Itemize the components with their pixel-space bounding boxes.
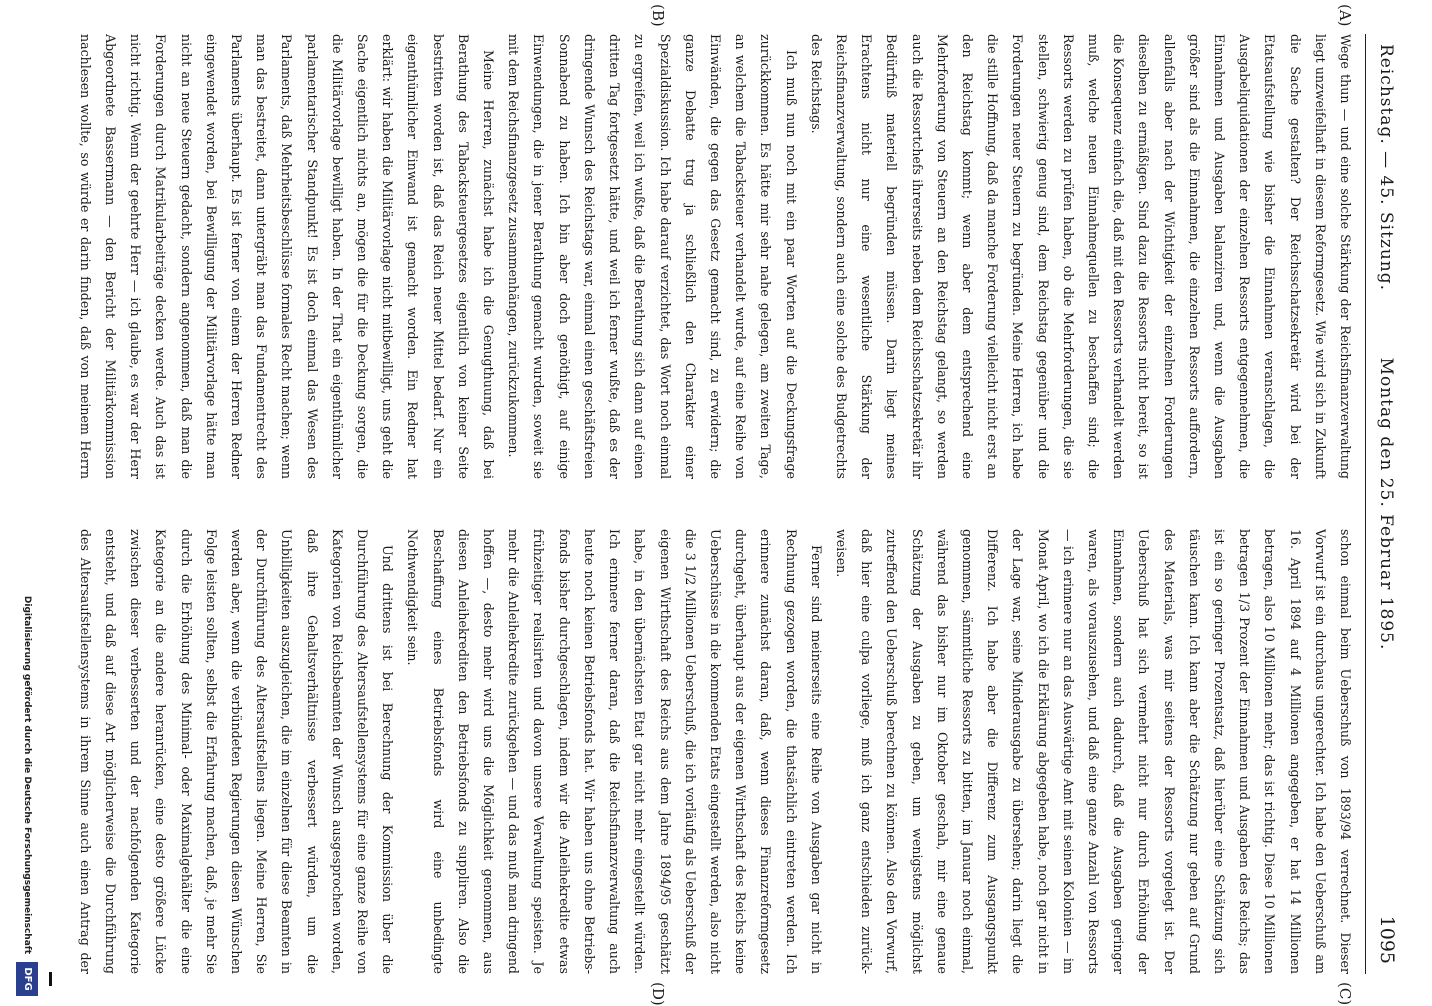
margin-marker-c: (C) — [1336, 982, 1354, 1006]
paragraph: Ferner sind meinerseits eine Reihe von Ausgaben gar nicht in Rechnung gezogen worden, die thatsächlich eintreten werden. Ich erinnere zunächst daran, daß, wenn dieses Finanzreformgesetz durchgeht, überhaupt aus der eigenen Wirthschaft des Reichs keine Ueberschüsse in die kommenden Etats eingestellt werden, also nicht die 3 1/2 Millionen Ueberschuß, die ich vorläufig als Ueberschuß der eigenen Wirthschaft des Reichs aus dem Jahre 1894/95 geschätzt habe, in den übernächsten Etat gar nicht mehr eingestellt würden. Ich erinnere ferner daran, daß die Reichsfinanzverwaltung auch heute noch keinen Betriebsfonds hat. Wir haben uns ohne Betriebsfonds bisher durchgeschlagen, indem wir die Anleihekredite etwas frühzeitiger realisirten und davon unsere Verwaltung speisten. Je mehr die Anleihekredite zurückgehen — und das muß man dringend hoffen —, desto mehr wird uns die Möglichkeit genommen, aus diesen Anleihekrediten den Betriebsfonds zu suppliren. Also die Beschaffung eines Betriebsfonds wird eine unbedingte Nothwendigkeit sein. — [405, 529, 824, 974]
scan-mark — [49, 972, 52, 986]
paragraph: Und drittens ist bei Berechnung der Kommission über die Durchführung des Altersaufstellensystems für eine ganze Reihe von Kategorien von Reichsbeamten der Wunsch ausgesprochen worden, daß ihre Gehaltsverhältnisse verbessert würden, um die Unbilligkeiten auszugleichen, die im einzelnen für diese Beamten in der Durchführung des Altersaufstellens liegen. Meine Herren, Sie werden aber, wenn die verbündeten Regierungen diesen Wünschen Folge leisten sollten, selbst die Erfahrung machen, daß, je mehr Sie durch die Erhöhung des Minimal- oder Maximalgehälter die eine Kategorie an die andere heranrücken, eine desto größere Lücke zwischen dieser verbesserten und der nachfolgenden Kategorie entsteht, und daß auf diese Art möglicherweise die Durchführung des Altersaufstellensystems in ihrem Sinne auch einen Antrag der — [78, 529, 396, 974]
text-column-left — [78, 34, 1358, 479]
paragraph: Wege thun — und eine solche Stärkung der Reichsfinanzverwaltung liegt unzweifelhaft in diesem Reformgesetz. Wie wird sich in Zukunft die Sache gestalten? Der Reichsschatzsekretär wird bei der Etatsaufstellung wie bisher die Einnahmen veranschlagen, die Ausgabeliquidationen der einzelnen Ressorts entgegennehmen, die Einnahmen und Ausgaben balanziren und, wenn die Ausgaben größer sind als die Einnahmen, die einzelnen Ressorts auffordern, allenfalls aber nach der Wichtigkeit der einzelnen Forderungen dieselben zu ermäßigen. Sind dazu die Ressorts nicht bereit, so ist die Konsequenz einfach die, daß mit den Ressorts verhandelt werden muß, welche neuen Einnahmequellen zu beschaffen sind; die Ressorts werden zu prüfen haben, ob die Mehrforderungen, die sie stellen, schwierig genug sind, dem Reichstag gegenüber und die Forderungen neuer Steuern zu begründen. Meine Herren, ich habe die stille Hoffnung, daß da manche Forderung vielleicht nicht erst an den Reichstag kommt; wenn aber dem entsprechend eine Mehrforderung von Steuern an den Reichstag gelangt, so werden auch die Ressortchefs ihrerseits neben dem Reichsschatzsekretär ihr Bedürfniß materiell begründen müssen. Darin liegt meines Erachtens nicht nur eine wesentliche Stärkung der Reichsfinanzverwaltung, sondern auch eine solche des Budgetrechts des Reichstags. — [808, 34, 1353, 479]
running-header — [1365, 34, 1402, 974]
dfg-logo: DFG — [16, 962, 38, 996]
margin-marker-a: (A) — [1336, 4, 1354, 27]
header-session: Reichstag. — 45. Sitzung. — [1376, 44, 1396, 292]
digitization-credit — [0, 0, 54, 1000]
margin-marker-d: (D) — [649, 982, 667, 1006]
credit-text: Digitalisierung gefördert durch die Deutsche Forschungsgemeinschaft — [22, 595, 32, 954]
paragraph: schon einmal beim Ueberschuß von 1893/94 verrechnet. Dieser Vorwurf ist ein durchaus ungerechter. Ich habe den Ueberschuß am 16. April 1894 auf 4 Millionen angegeben, er hat 14 Millionen betragen, also 10 Millionen mehr; das ist richtig. Diese 10 Millionen betragen 1/3 Prozent der Einnahmen und Ausgaben des Reichs; das ist ein so geringer Prozentsatz, daß hierüber eine Schätzung sich täuschen kann. Ich kann aber die Schätzung nur geben auf Grund des Materials, was mir seitens der Ressorts vorgelegt ist. Der Ueberschuß hat sich vermehrt nicht nur durch Erhöhung der Einnahmen, sondern auch dadurch, daß die Ausgaben geringer waren, als vorauszusehen, und daß eine ganze Anzahl von Ressorts — ich erinnere nur an das Auswärtige Amt mit seinen Kolonien — im Monat April, wo ich die Erklärung abgegeben habe, noch gar nicht in der Lage war, seine Minderausgabe zu übersehen; darin liegt die Differenz. Ich habe aber die Differenz zum Ausgangspunkt genommen, sämmtliche Ressorts zu bitten, im Januar noch einmal, während das bisher nur im Oktober geschah, mir eine genaue Schätzung der Ausgaben zu geben, um wenigstens möglichst zutreffend den Ueberschuß berechnen zu können. Also den Vorwurf, daß hier eine culpa vorliege, muß ich ganz entschieden zurückweisen. — [833, 529, 1353, 974]
paragraph: Meine Herren, zunächst habe ich die Genugthuung, daß bei Berathung des Tabacksteuergesetzes eigentlich von keiner Seite bestritten worden ist, daß das Reich neuer Mittel bedarf. Nur ein eigenthümlicher Einwand ist gemacht worden. Ein Redner hat erklärt: wir haben die Militärvorlage nicht mitbewilligt, uns geht die Sache eigentlich nichts an, mögen die für die Deckung sorgen, die die Militärvorlage bewilligt haben. In der That ein eigenthümlicher parlamentarischer Standpunkt! Es ist doch einmal das Wesen des Parlaments, daß Mehrheitsbeschlüsse formales Recht machen; wenn man das bestreitet, dann untergräbt man das Fundamentrecht des Parlaments überhaupt. Es ist ferner von einem der Herren Redner eingewendet worden, bei Bewilligung der Militärvorlage hätte man nicht an neue Steuern gedacht, sondern angenommen, daß man die Forderungen durch Matrikularbeiträge decken werde. Auch das ist nicht richtig. Wenn der geehrte Herr — ich glaube, es war der Herr Abgeordnete Bassermann — den Bericht der Militärkommission nachlesen wollte, so würde er darin finden, daß von meinem Herrn — [78, 34, 497, 479]
page-number: 1095 — [1376, 915, 1398, 964]
header-date: Montag den 25. Februar 1895. — [1376, 357, 1396, 651]
text-column-right — [78, 529, 1358, 974]
margin-marker-b: (B) — [649, 4, 667, 27]
paragraph: Ich muß nun noch mit ein paar Worten auf die Deckungsfrage zurückkommen. Es hätte mir sehr nahe gelegen, am zweiten Tage, an welchem die Tabacksteuer verhandelt wurde, auf eine Reihe von Einwänden, die gegen das Gesetz gemacht sind, zu erwidern; die ganze Debatte trug ja schließlich den Charakter einer Spezialdiskussion. Ich habe darauf verzichtet, das Wort noch einmal zu ergreifen, weil ich wußte, daß die Berathung sich dann auf einen dritten Tag fortgesetzt hätte, und weil ich ferner wußte, daß es der dringende Wunsch des Reichstags war, einmal einen geschäftsfreien Sonnabend zu haben. Ich bin aber doch genöthigt, auf einige Einwendungen, die in jener Berathung gemacht wurden, soweit sie mit dem Reichsfinanzgesetz zusammenhängen, zurückzukommen. — [506, 34, 799, 479]
page-content — [62, 4, 1402, 1006]
